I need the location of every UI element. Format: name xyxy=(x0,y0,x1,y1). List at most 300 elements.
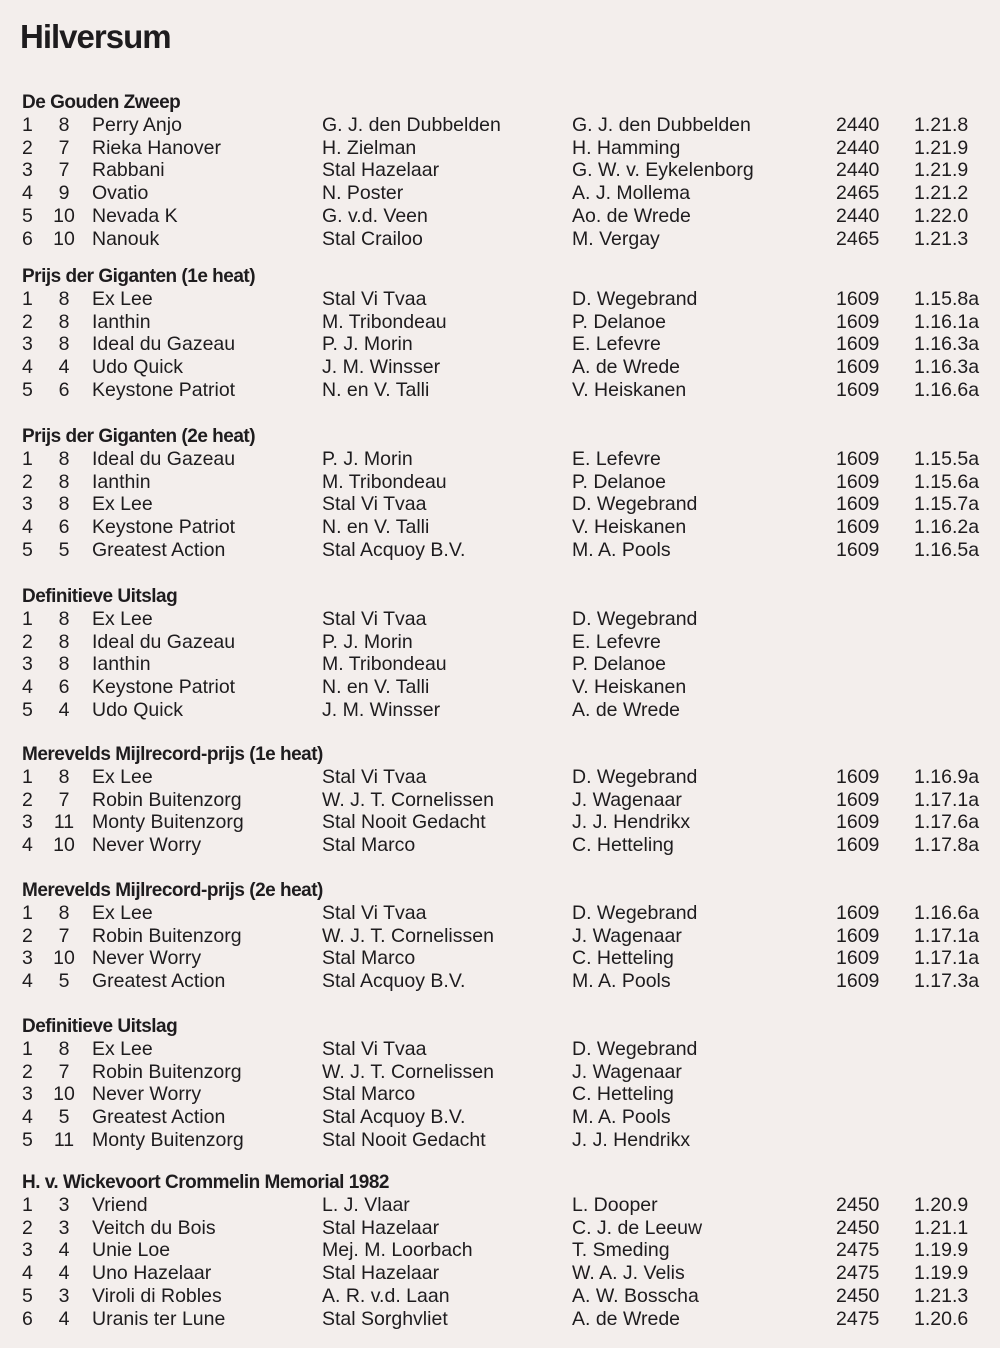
place: 4 xyxy=(22,182,33,205)
start-number: 3 xyxy=(58,1194,70,1216)
start-number: 4 xyxy=(58,1239,70,1262)
start-number: 4 xyxy=(58,1307,70,1330)
driver: C. Hetteling xyxy=(572,1083,674,1106)
start-number: 8 xyxy=(58,288,70,310)
horse-name: Never Worry xyxy=(92,1083,202,1106)
time: 1.16.2a xyxy=(914,516,980,539)
driver: J. Wagenaar xyxy=(572,1060,682,1083)
horse-name: Ianthin xyxy=(92,310,151,333)
driver: C. J. de Leeuw xyxy=(572,1216,703,1239)
distance: 1609 xyxy=(836,356,880,379)
place: 2 xyxy=(22,630,33,653)
driver: J. J. Hendrikx xyxy=(572,1128,691,1151)
owner: N. en V. Talli xyxy=(322,516,430,539)
race-heading: H. v. Wickevoort Crommelin Memorial 1982 xyxy=(22,1172,389,1193)
driver: A. W. Bosscha xyxy=(572,1284,699,1307)
driver: L. Dooper xyxy=(572,1194,658,1216)
distance: 1609 xyxy=(836,970,880,993)
owner: H. Zielman xyxy=(322,136,417,159)
place: 2 xyxy=(22,310,33,333)
time: 1.15.6a xyxy=(914,470,980,493)
result-row xyxy=(0,902,1000,924)
result-row xyxy=(0,1038,1000,1060)
horse-name: Unie Loe xyxy=(92,1239,171,1262)
result-row xyxy=(0,288,1000,310)
start-number: 7 xyxy=(58,924,70,947)
result-row xyxy=(0,205,1000,227)
owner: Stal Hazelaar xyxy=(322,1216,440,1239)
horse-name: Uno Hazelaar xyxy=(92,1262,212,1285)
owner: J. M. Winsser xyxy=(322,356,441,379)
driver: D. Wegebrand xyxy=(572,766,698,788)
time: 1.17.1a xyxy=(914,947,980,970)
start-number: 7 xyxy=(58,159,70,182)
horse-name: Nevada K xyxy=(92,204,178,227)
driver: A. de Wrede xyxy=(572,356,681,379)
time: 1.16.5a xyxy=(914,538,980,561)
horse-name: Monty Buitenzorg xyxy=(92,811,244,834)
driver: C. Hetteling xyxy=(572,947,674,970)
owner: Stal Vi Tvaa xyxy=(322,766,427,788)
distance: 2450 xyxy=(836,1194,880,1216)
owner: Stal Acquoy B.V. xyxy=(322,538,466,561)
owner: Stal Sorghvliet xyxy=(322,1307,448,1330)
horse-name: Udo Quick xyxy=(92,356,184,379)
place: 4 xyxy=(22,1106,33,1129)
distance: 2450 xyxy=(836,1216,880,1239)
start-number: 5 xyxy=(58,970,70,993)
owner: Stal Nooit Gedacht xyxy=(322,811,486,834)
result-row xyxy=(0,159,1000,181)
driver: P. Delanoe xyxy=(572,653,666,676)
result-row xyxy=(0,333,1000,355)
owner: N. en V. Talli xyxy=(322,676,430,699)
horse-name: Greatest Action xyxy=(92,1106,226,1129)
horse-name: Uranis ter Lune xyxy=(92,1307,226,1330)
place: 5 xyxy=(22,204,33,227)
owner: L. J. Vlaar xyxy=(322,1194,410,1216)
start-number: 5 xyxy=(58,1106,70,1129)
owner: N. Poster xyxy=(322,182,404,205)
horse-name: Never Worry xyxy=(92,834,202,857)
start-number: 11 xyxy=(53,811,75,834)
place: 6 xyxy=(22,227,33,250)
race-heading: Definitieve Uitslag xyxy=(22,1016,178,1037)
place: 1 xyxy=(22,448,33,470)
start-number: 8 xyxy=(58,448,70,470)
owner: P. J. Morin xyxy=(322,333,413,356)
driver: D. Wegebrand xyxy=(572,1038,698,1060)
horse-name: Ianthin xyxy=(92,653,151,676)
distance: 1609 xyxy=(836,493,880,516)
time: 1.16.3a xyxy=(914,356,980,379)
place: 4 xyxy=(22,516,33,539)
place: 3 xyxy=(22,653,33,676)
horse-name: Never Worry xyxy=(92,947,202,970)
driver: V. Heiskanen xyxy=(572,378,687,401)
start-number: 7 xyxy=(58,788,70,811)
owner: Stal Acquoy B.V. xyxy=(322,970,466,993)
driver: D. Wegebrand xyxy=(572,902,698,924)
driver: W. A. J. Velis xyxy=(572,1262,685,1285)
result-row xyxy=(0,379,1000,401)
horse-name: Keystone Patriot xyxy=(92,378,236,401)
owner: N. en V. Talli xyxy=(322,378,430,401)
result-row xyxy=(0,137,1000,159)
place: 3 xyxy=(22,159,33,182)
result-row xyxy=(0,811,1000,833)
place: 3 xyxy=(22,1083,33,1106)
distance: 1609 xyxy=(836,811,880,834)
owner: Stal Marco xyxy=(322,1083,416,1106)
start-number: 10 xyxy=(53,947,75,970)
start-number: 6 xyxy=(58,516,70,539)
distance: 1609 xyxy=(836,902,880,924)
distance: 2475 xyxy=(836,1262,880,1285)
owner: W. J. T. Cornelissen xyxy=(322,1060,494,1083)
horse-name: Vriend xyxy=(92,1194,148,1216)
driver: M. A. Pools xyxy=(572,538,671,561)
race-heading: Definitieve Uitslag xyxy=(22,586,178,607)
horse-name: Robin Buitenzorg xyxy=(92,788,242,811)
owner: Stal Marco xyxy=(322,834,416,857)
place: 5 xyxy=(22,378,33,401)
place: 5 xyxy=(22,538,33,561)
time: 1.16.1a xyxy=(914,310,980,333)
race-heading: De Gouden Zweep xyxy=(22,92,181,113)
driver: H. Hamming xyxy=(572,136,681,159)
horse-name: Ex Lee xyxy=(92,902,153,924)
driver: Ao. de Wrede xyxy=(572,204,691,227)
horse-name: Ideal du Gazeau xyxy=(92,630,236,653)
horse-name: Ex Lee xyxy=(92,608,153,630)
owner: W. J. T. Cornelissen xyxy=(322,788,494,811)
distance: 2440 xyxy=(836,159,880,182)
place: 5 xyxy=(22,1284,33,1307)
result-row xyxy=(0,311,1000,333)
result-row xyxy=(0,925,1000,947)
horse-name: Ideal du Gazeau xyxy=(92,448,236,470)
driver: G. J. den Dubbelden xyxy=(572,114,751,136)
horse-name: Ex Lee xyxy=(92,493,153,516)
horse-name: Ovatio xyxy=(92,182,149,205)
horse-name: Keystone Patriot xyxy=(92,516,236,539)
driver: G. W. v. Eykelenborg xyxy=(572,159,754,182)
start-number: 8 xyxy=(58,333,70,356)
distance: 1609 xyxy=(836,924,880,947)
time: 1.16.9a xyxy=(914,766,980,788)
time: 1.21.3 xyxy=(914,1284,969,1307)
place: 1 xyxy=(22,1038,33,1060)
place: 1 xyxy=(22,288,33,310)
owner: M. Tribondeau xyxy=(322,310,447,333)
start-number: 10 xyxy=(53,227,75,250)
owner: P. J. Morin xyxy=(322,448,413,470)
driver: M. A. Pools xyxy=(572,1106,671,1129)
time: 1.19.9 xyxy=(914,1262,969,1285)
owner: Stal Vi Tvaa xyxy=(322,1038,427,1060)
time: 1.17.1a xyxy=(914,924,980,947)
owner: P. J. Morin xyxy=(322,630,413,653)
horse-name: Ideal du Gazeau xyxy=(92,333,236,356)
place: 4 xyxy=(22,1262,33,1285)
result-row xyxy=(0,1061,1000,1083)
time: 1.17.3a xyxy=(914,970,980,993)
start-number: 10 xyxy=(53,834,75,857)
distance: 2465 xyxy=(836,227,880,250)
time: 1.21.8 xyxy=(914,114,969,136)
owner: A. R. v.d. Laan xyxy=(322,1284,450,1307)
start-number: 9 xyxy=(58,182,70,205)
distance: 2450 xyxy=(836,1284,880,1307)
result-row xyxy=(0,114,1000,136)
result-row xyxy=(0,356,1000,378)
start-number: 8 xyxy=(58,493,70,516)
driver: J. Wagenaar xyxy=(572,788,682,811)
owner: Stal Nooit Gedacht xyxy=(322,1128,486,1151)
result-row xyxy=(0,1106,1000,1128)
place: 2 xyxy=(22,788,33,811)
owner: Stal Vi Tvaa xyxy=(322,608,427,630)
place: 3 xyxy=(22,493,33,516)
place: 3 xyxy=(22,1239,33,1262)
driver: V. Heiskanen xyxy=(572,516,687,539)
owner: Stal Acquoy B.V. xyxy=(322,1106,466,1129)
time: 1.17.8a xyxy=(914,834,980,857)
result-row xyxy=(0,631,1000,653)
place: 4 xyxy=(22,970,33,993)
time: 1.15.5a xyxy=(914,448,980,470)
driver: T. Smeding xyxy=(572,1239,670,1262)
place: 4 xyxy=(22,676,33,699)
result-row xyxy=(0,516,1000,538)
start-number: 8 xyxy=(58,766,70,788)
start-number: 8 xyxy=(58,1038,70,1060)
place: 3 xyxy=(22,947,33,970)
horse-name: Ex Lee xyxy=(92,766,153,788)
distance: 1609 xyxy=(836,788,880,811)
distance: 2475 xyxy=(836,1307,880,1330)
horse-name: Robin Buitenzorg xyxy=(92,1060,242,1083)
start-number: 11 xyxy=(53,1128,75,1151)
owner: Mej. M. Loorbach xyxy=(322,1239,473,1262)
time: 1.20.9 xyxy=(914,1194,969,1216)
owner: G. J. den Dubbelden xyxy=(322,114,501,136)
horse-name: Veitch du Bois xyxy=(92,1216,216,1239)
time: 1.17.6a xyxy=(914,811,980,834)
start-number: 6 xyxy=(58,378,70,401)
result-row xyxy=(0,471,1000,493)
horse-name: Ex Lee xyxy=(92,1038,153,1060)
driver: E. Lefevre xyxy=(572,333,661,356)
place: 1 xyxy=(22,1194,33,1216)
time: 1.16.6a xyxy=(914,902,980,924)
distance: 1609 xyxy=(836,516,880,539)
result-row xyxy=(0,789,1000,811)
driver: A. de Wrede xyxy=(572,698,681,721)
driver: M. Vergay xyxy=(572,227,660,250)
place: 5 xyxy=(22,1128,33,1151)
result-row xyxy=(0,493,1000,515)
driver: J. J. Hendrikx xyxy=(572,811,691,834)
result-row xyxy=(0,539,1000,561)
time: 1.21.1 xyxy=(914,1216,969,1239)
driver: P. Delanoe xyxy=(572,310,666,333)
start-number: 4 xyxy=(58,698,70,721)
owner: Stal Hazelaar xyxy=(322,1262,440,1285)
distance: 2475 xyxy=(836,1239,880,1262)
time: 1.21.3 xyxy=(914,227,969,250)
start-number: 8 xyxy=(58,114,70,136)
result-row xyxy=(0,1262,1000,1284)
horse-name: Keystone Patriot xyxy=(92,676,236,699)
distance: 1609 xyxy=(836,333,880,356)
result-row xyxy=(0,834,1000,856)
horse-name: Rabbani xyxy=(92,159,165,182)
place: 2 xyxy=(22,470,33,493)
time: 1.21.9 xyxy=(914,136,969,159)
time: 1.17.1a xyxy=(914,788,980,811)
place: 5 xyxy=(22,698,33,721)
owner: J. M. Winsser xyxy=(322,698,441,721)
start-number: 8 xyxy=(58,653,70,676)
time: 1.22.0 xyxy=(914,204,969,227)
owner: G. v.d. Veen xyxy=(322,204,428,227)
result-row xyxy=(0,653,1000,675)
horse-name: Ex Lee xyxy=(92,288,153,310)
place: 3 xyxy=(22,811,33,834)
distance: 2440 xyxy=(836,114,880,136)
start-number: 3 xyxy=(58,1216,70,1239)
distance: 1609 xyxy=(836,310,880,333)
distance: 2440 xyxy=(836,136,880,159)
start-number: 7 xyxy=(58,136,70,159)
place: 2 xyxy=(22,1216,33,1239)
place: 1 xyxy=(22,902,33,924)
start-number: 10 xyxy=(53,1083,75,1106)
race-heading: Prijs der Giganten (1e heat) xyxy=(22,266,256,287)
place: 4 xyxy=(22,834,33,857)
distance: 1609 xyxy=(836,288,880,310)
distance: 1609 xyxy=(836,378,880,401)
driver: E. Lefevre xyxy=(572,630,661,653)
driver: V. Heiskanen xyxy=(572,676,687,699)
time: 1.16.3a xyxy=(914,333,980,356)
place: 6 xyxy=(22,1307,33,1330)
horse-name: Udo Quick xyxy=(92,698,184,721)
distance: 1609 xyxy=(836,947,880,970)
time: 1.21.9 xyxy=(914,159,969,182)
start-number: 5 xyxy=(58,538,70,561)
result-row xyxy=(0,970,1000,992)
distance: 1609 xyxy=(836,834,880,857)
result-row xyxy=(0,1239,1000,1261)
driver: J. Wagenaar xyxy=(572,924,682,947)
horse-name: Nanouk xyxy=(92,227,160,250)
start-number: 10 xyxy=(53,204,75,227)
time: 1.21.2 xyxy=(914,182,969,205)
owner: Stal Vi Tvaa xyxy=(322,288,427,310)
start-number: 7 xyxy=(58,1060,70,1083)
distance: 1609 xyxy=(836,766,880,788)
result-row xyxy=(0,1308,1000,1330)
place: 2 xyxy=(22,1060,33,1083)
place: 4 xyxy=(22,356,33,379)
horse-name: Viroli di Robles xyxy=(92,1284,222,1307)
result-row xyxy=(0,1129,1000,1151)
place: 1 xyxy=(22,766,33,788)
start-number: 8 xyxy=(58,470,70,493)
place: 2 xyxy=(22,924,33,947)
start-number: 8 xyxy=(58,902,70,924)
result-row xyxy=(0,182,1000,204)
time: 1.15.7a xyxy=(914,493,980,516)
owner: M. Tribondeau xyxy=(322,470,447,493)
driver: P. Delanoe xyxy=(572,470,666,493)
start-number: 4 xyxy=(58,356,70,379)
result-row xyxy=(0,448,1000,470)
time: 1.20.6 xyxy=(914,1307,969,1330)
start-number: 8 xyxy=(58,608,70,630)
owner: Stal Crailoo xyxy=(322,227,423,250)
start-number: 6 xyxy=(58,676,70,699)
start-number: 3 xyxy=(58,1284,70,1307)
result-row xyxy=(0,1285,1000,1307)
driver: A. de Wrede xyxy=(572,1307,681,1330)
driver: M. A. Pools xyxy=(572,970,671,993)
distance: 2440 xyxy=(836,204,880,227)
time: 1.16.6a xyxy=(914,378,980,401)
time: 1.15.8a xyxy=(914,288,980,310)
driver: D. Wegebrand xyxy=(572,288,698,310)
place: 2 xyxy=(22,136,33,159)
result-row xyxy=(0,1083,1000,1105)
start-number: 8 xyxy=(58,310,70,333)
result-row xyxy=(0,699,1000,721)
driver: D. Wegebrand xyxy=(572,608,698,630)
result-row xyxy=(0,1194,1000,1216)
result-row xyxy=(0,228,1000,250)
driver: E. Lefevre xyxy=(572,448,661,470)
owner: Stal Hazelaar xyxy=(322,159,440,182)
result-row xyxy=(0,947,1000,969)
result-row xyxy=(0,608,1000,630)
start-number: 4 xyxy=(58,1262,70,1285)
owner: Stal Vi Tvaa xyxy=(322,902,427,924)
horse-name: Greatest Action xyxy=(92,970,226,993)
result-row xyxy=(0,676,1000,698)
distance: 1609 xyxy=(836,470,880,493)
result-row xyxy=(0,1217,1000,1239)
distance: 1609 xyxy=(836,448,880,470)
start-number: 8 xyxy=(58,630,70,653)
race-heading: Merevelds Mijlrecord-prijs (1e heat) xyxy=(22,744,323,765)
place: 3 xyxy=(22,333,33,356)
horse-name: Rieka Hanover xyxy=(92,136,221,159)
place: 1 xyxy=(22,608,33,630)
page-title: Hilversum xyxy=(20,18,171,55)
owner: M. Tribondeau xyxy=(322,653,447,676)
result-row xyxy=(0,766,1000,788)
driver: A. J. Mollema xyxy=(572,182,691,205)
driver: C. Hetteling xyxy=(572,834,674,857)
horse-name: Ianthin xyxy=(92,470,151,493)
driver: D. Wegebrand xyxy=(572,493,698,516)
time: 1.19.9 xyxy=(914,1239,969,1262)
place: 1 xyxy=(22,114,33,136)
horse-name: Perry Anjo xyxy=(92,114,182,136)
race-heading: Merevelds Mijlrecord-prijs (2e heat) xyxy=(22,880,323,901)
